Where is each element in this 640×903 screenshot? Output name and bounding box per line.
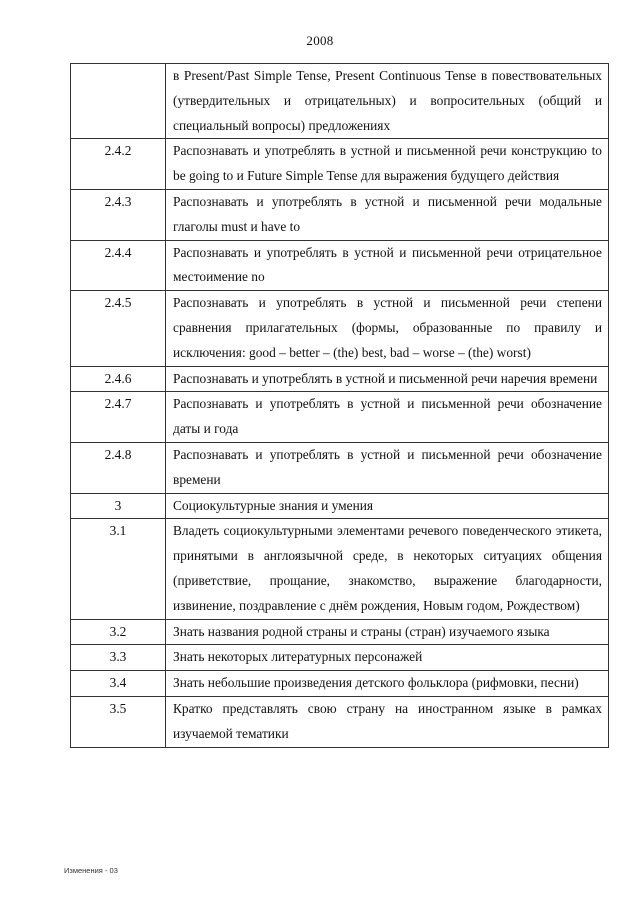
item-code — [71, 64, 166, 139]
item-code: 3 — [71, 493, 166, 519]
item-code: 2.4.4 — [71, 240, 166, 291]
item-code: 2.4.2 — [71, 139, 166, 190]
page-number: 2008 — [306, 33, 334, 48]
item-code: 2.4.6 — [71, 366, 166, 392]
table-row — [71, 366, 609, 392]
table-row — [71, 442, 609, 493]
item-description-text: Распознавать и употреблять в устной и письменной речи обозначение даты и года — [173, 396, 602, 437]
item-description — [166, 291, 609, 366]
item-code: 3.4 — [71, 671, 166, 697]
item-code: 2.4.5 — [71, 291, 166, 366]
item-description-text: Распознавать и употреблять в устной и письменной речи наречия времени — [173, 370, 598, 386]
item-description-text: Знать некоторых литературных персонажей — [173, 649, 423, 665]
table-row — [71, 64, 609, 139]
table-row — [71, 619, 609, 645]
table-row — [71, 392, 609, 443]
item-description-text: Распознавать и употреблять в устной и письменной речи конструкцию to be going to и Future Simple Tense для выражения будущего действия — [173, 143, 602, 184]
item-description — [166, 493, 609, 519]
table-row — [71, 139, 609, 190]
item-description-text: в Present/Past Simple Tense, Present Continuous Tense в повествовательных (утвердительных и отрицательных) и вопросительных (общий и специальный вопросы) предложениях — [173, 68, 602, 133]
table-row — [71, 189, 609, 240]
item-code: 3.3 — [71, 645, 166, 671]
item-description — [166, 392, 609, 443]
footer-revision: Изменения - 03 — [64, 866, 118, 875]
table-row — [71, 671, 609, 697]
item-description-text: Знать названия родной страны и страны (стран) изучаемого языка — [173, 623, 550, 639]
table-row — [71, 645, 609, 671]
item-code: 3.1 — [71, 519, 166, 619]
item-description-text: Социокультурные знания и умения — [173, 497, 374, 513]
table-row — [71, 291, 609, 366]
item-description — [166, 442, 609, 493]
table-row — [71, 240, 609, 291]
item-code: 2.4.7 — [71, 392, 166, 443]
item-code: 3.2 — [71, 619, 166, 645]
item-description-text: Владеть социокультурными элементами речевого поведенческого этикета, принятыми в англоязычной среде, в некоторых ситуациях общения (приветствие, прощание, знакомство, выражение благодарности, извинение, поздравление с днём рождения, Новым годом, Рождеством) — [173, 523, 602, 613]
item-description — [166, 64, 609, 139]
item-description — [166, 619, 609, 645]
item-code: 3.5 — [71, 696, 166, 747]
item-description — [166, 189, 609, 240]
item-description-text: Распознавать и употреблять в устной и письменной речи отрицательное местоимение no — [173, 244, 602, 285]
table-row — [71, 493, 609, 519]
requirements-table — [70, 63, 609, 748]
item-description — [166, 240, 609, 291]
item-description — [166, 671, 609, 697]
table-row — [71, 696, 609, 747]
item-description — [166, 645, 609, 671]
item-description — [166, 519, 609, 619]
item-description — [166, 696, 609, 747]
item-code: 2.4.3 — [71, 189, 166, 240]
item-description-text: Распознавать и употреблять в устной и письменной речи модальные глаголы must и have to — [173, 193, 602, 234]
item-code: 2.4.8 — [71, 442, 166, 493]
item-description — [166, 139, 609, 190]
item-description-text: Распознавать и употреблять в устной и письменной речи обозначение времени — [173, 446, 602, 487]
item-description — [166, 366, 609, 392]
item-description-text: Кратко представлять свою страну на иностранном языке в рамках изучаемой тематики — [173, 700, 602, 741]
item-description-text: Распознавать и употреблять в устной и письменной речи степени сравнения прилагательных (формы, образованные по правилу и исключения: good – better – (the) best, bad – worse – (the) worst) — [173, 295, 602, 360]
table-row — [71, 519, 609, 619]
item-description-text: Знать небольшие произведения детского фольклора (рифмовки, песни) — [173, 675, 579, 691]
